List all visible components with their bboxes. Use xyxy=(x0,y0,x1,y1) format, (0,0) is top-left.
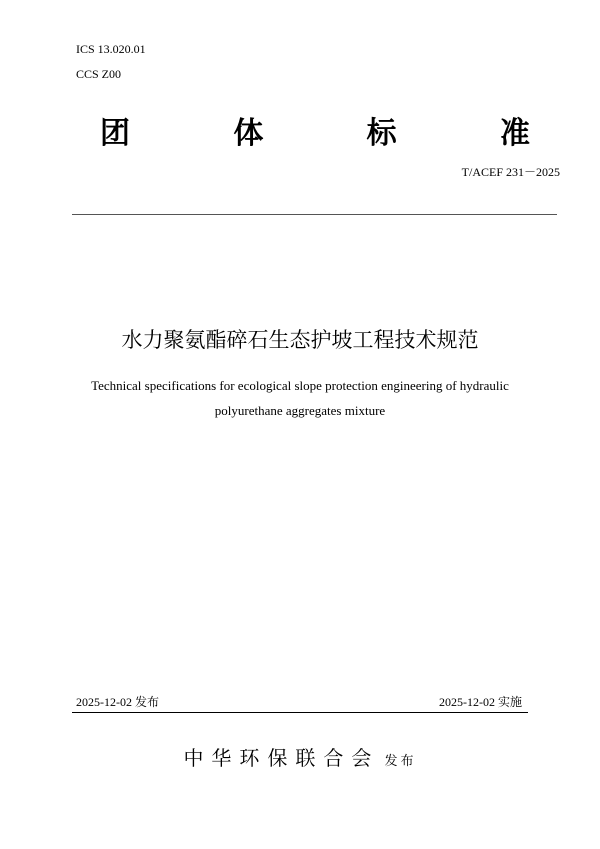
document-type-heading xyxy=(100,108,530,152)
standard-code: T/ACEF 231－2025 xyxy=(461,165,560,179)
top-divider xyxy=(72,214,557,215)
chinese-title: 水力聚氨酯碎石生态护坡工程技术规范 xyxy=(121,328,479,352)
doc-type-char-4: 准 xyxy=(499,116,530,151)
doc-type-char-1: 团 xyxy=(100,116,130,151)
issuer-line xyxy=(0,742,600,771)
doc-type-char-2: 体 xyxy=(233,116,264,151)
implement-date: 2025-12-02 实施 xyxy=(439,695,522,709)
issuer-action: 发布 xyxy=(384,754,417,769)
english-title-line-2: polyurethane aggregates mixture xyxy=(214,403,386,418)
publish-date: 2025-12-02 发布 xyxy=(76,695,159,709)
bottom-divider xyxy=(72,712,528,713)
ics-code: ICS 13.020.01 xyxy=(76,42,146,56)
doc-type-char-3: 标 xyxy=(366,116,397,151)
english-title xyxy=(40,373,560,423)
ccs-code: CCS Z00 xyxy=(76,67,122,81)
issuer-organization: 中华环保联合会 xyxy=(183,746,380,770)
english-title-line-1: Technical specifications for ecological slope protection engineering of hydraulic xyxy=(91,378,509,393)
